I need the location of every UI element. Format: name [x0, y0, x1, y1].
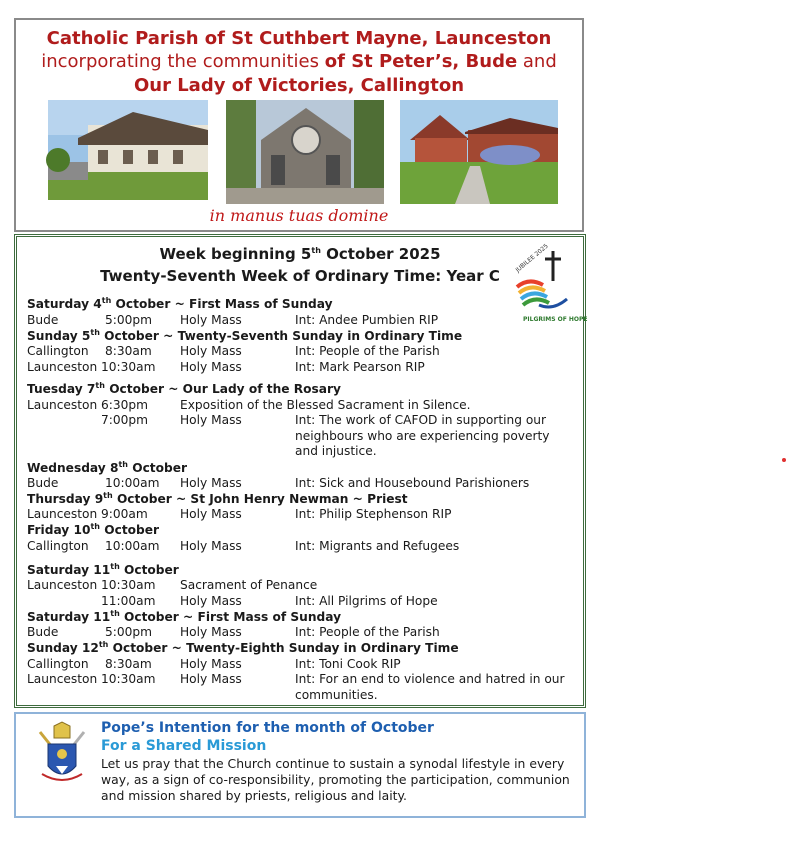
jubilee-logo-motto: PILGRIMS OF HOPE: [523, 316, 588, 323]
church-photo-bude: [226, 100, 384, 204]
day-heading: Saturday 11th October: [27, 561, 179, 577]
st-peters-bude: of St Peter’s, Bude: [324, 51, 518, 72]
day-heading: Sunday 12th October ~ Twenty-Eighth Sunday in Ordinary Time: [27, 639, 459, 655]
papal-coat-of-arms: [34, 722, 90, 790]
week-beginning-title: [17, 245, 583, 263]
week-title-month: October 2025: [320, 245, 441, 263]
parish-motto: in manus tuas domine: [209, 206, 389, 225]
day-heading: Thursday 9th October ~ St John Henry Newman ~ Priest: [27, 490, 408, 506]
church-photo-launceston: [48, 100, 208, 200]
communities-intro: incorporating the communities: [41, 51, 325, 72]
parish-name: Catholic Parish of St Cuthbert Mayne, Launceston: [46, 28, 552, 49]
liturgical-week-title: Twenty-Seventh Week of Ordinary Time: Year C: [100, 267, 500, 285]
pope-intention-title: Pope’s Intention for the month of October: [101, 720, 434, 736]
day-heading: Sunday 5th October ~ Twenty-Seventh Sunday in Ordinary Time: [27, 327, 463, 343]
communities-line: [16, 51, 582, 73]
communities-and: and: [517, 51, 557, 72]
stray-red-dot: [782, 458, 786, 462]
day-heading: Saturday 4th October ~ First Mass of Sunday: [27, 295, 333, 311]
mass-schedule: Week beginning 5th October 2025 Twenty-Seventh Week of Ordinary Time: Year C JUBILEE 2025 PILGRIMS OF HOPE Saturday 4th October ~ First Mass of Sunday Bude 5:00pm Holy Mass Int: Andee Pumbien RIP Sunday 5th October ~ Twenty-Seventh Sunday in Ordinary Time Callington 8:30am Holy Mass Int: People of the Parish Launceston 10:30am Holy Mass Int: Mark Pearson RIP Tuesday 7th October ~ Our Lady of the Rosary Launceston 6:30pm Exposition of the Blessed Sacrament in Silence. 7:00pm Holy Mass Int: The work of CAFOD in supporting our neighbours who are experiencing poverty and injustice. Wednesday 8th October Bude 10:00am Holy Mass Int: Sick and Housebound Parishioners Thursday 9th October ~ St John Henry Newman ~ Priest Launceston 9:00am Holy Mass Int: Philip Stephenson RIP Friday 10th October Callington 10:00am Holy Mass Int: Migrants and Refugees Saturday 11th October Launceston 10:30am Sacrament of Penance 11:00am Holy Mass Int: All Pilgrims of Hope Saturday 11th October ~ First Mass of Sunday Bude 5:00pm Holy Mass Int: People of the Parish Sunday 12th October ~ Twenty-Eighth Sunday in Ordinary Time Callington 8:30am Holy Mass Int: Toni Cook RIP Launceston 10:30am Holy Mass Int: For an end to violence and hatred in our communities.: [14, 234, 586, 708]
day-heading: Tuesday 7th October ~ Our Lady of the Rosary: [27, 380, 341, 396]
week-title-sup: th: [311, 246, 321, 255]
day-heading: Saturday 11th October ~ First Mass of Sunday: [27, 608, 342, 624]
pope-intention-subtitle: For a Shared Mission: [101, 738, 267, 754]
our-lady-callington: Our Lady of Victories, Callington: [133, 75, 465, 96]
jubilee-logo-text: JUBILEE 2025: [514, 242, 550, 274]
day-heading: Friday 10th October: [27, 521, 160, 537]
church-photo-callington: [400, 100, 558, 204]
popes-intention-box: [14, 712, 586, 818]
parish-header: [14, 18, 584, 232]
pope-intention-text: Let us pray that the Church continue to sustain a synodal lifestyle in every way, as a sign of co-responsibility, promoting the participation, communion and mission shared by priests, religious and laity.: [101, 756, 570, 803]
schedule-entry: 7:00pm Holy Mass Int: The work of CAFOD in supporting our neighbours who are experiencing poverty and injustice.: [101, 413, 550, 458]
week-title-text: Week beginning 5: [159, 245, 312, 263]
schedule-entry: Launceston 10:30am Holy Mass Int: For an end to violence and hatred in our communities.: [27, 672, 565, 702]
day-heading: Wednesday 8th October: [27, 459, 187, 475]
